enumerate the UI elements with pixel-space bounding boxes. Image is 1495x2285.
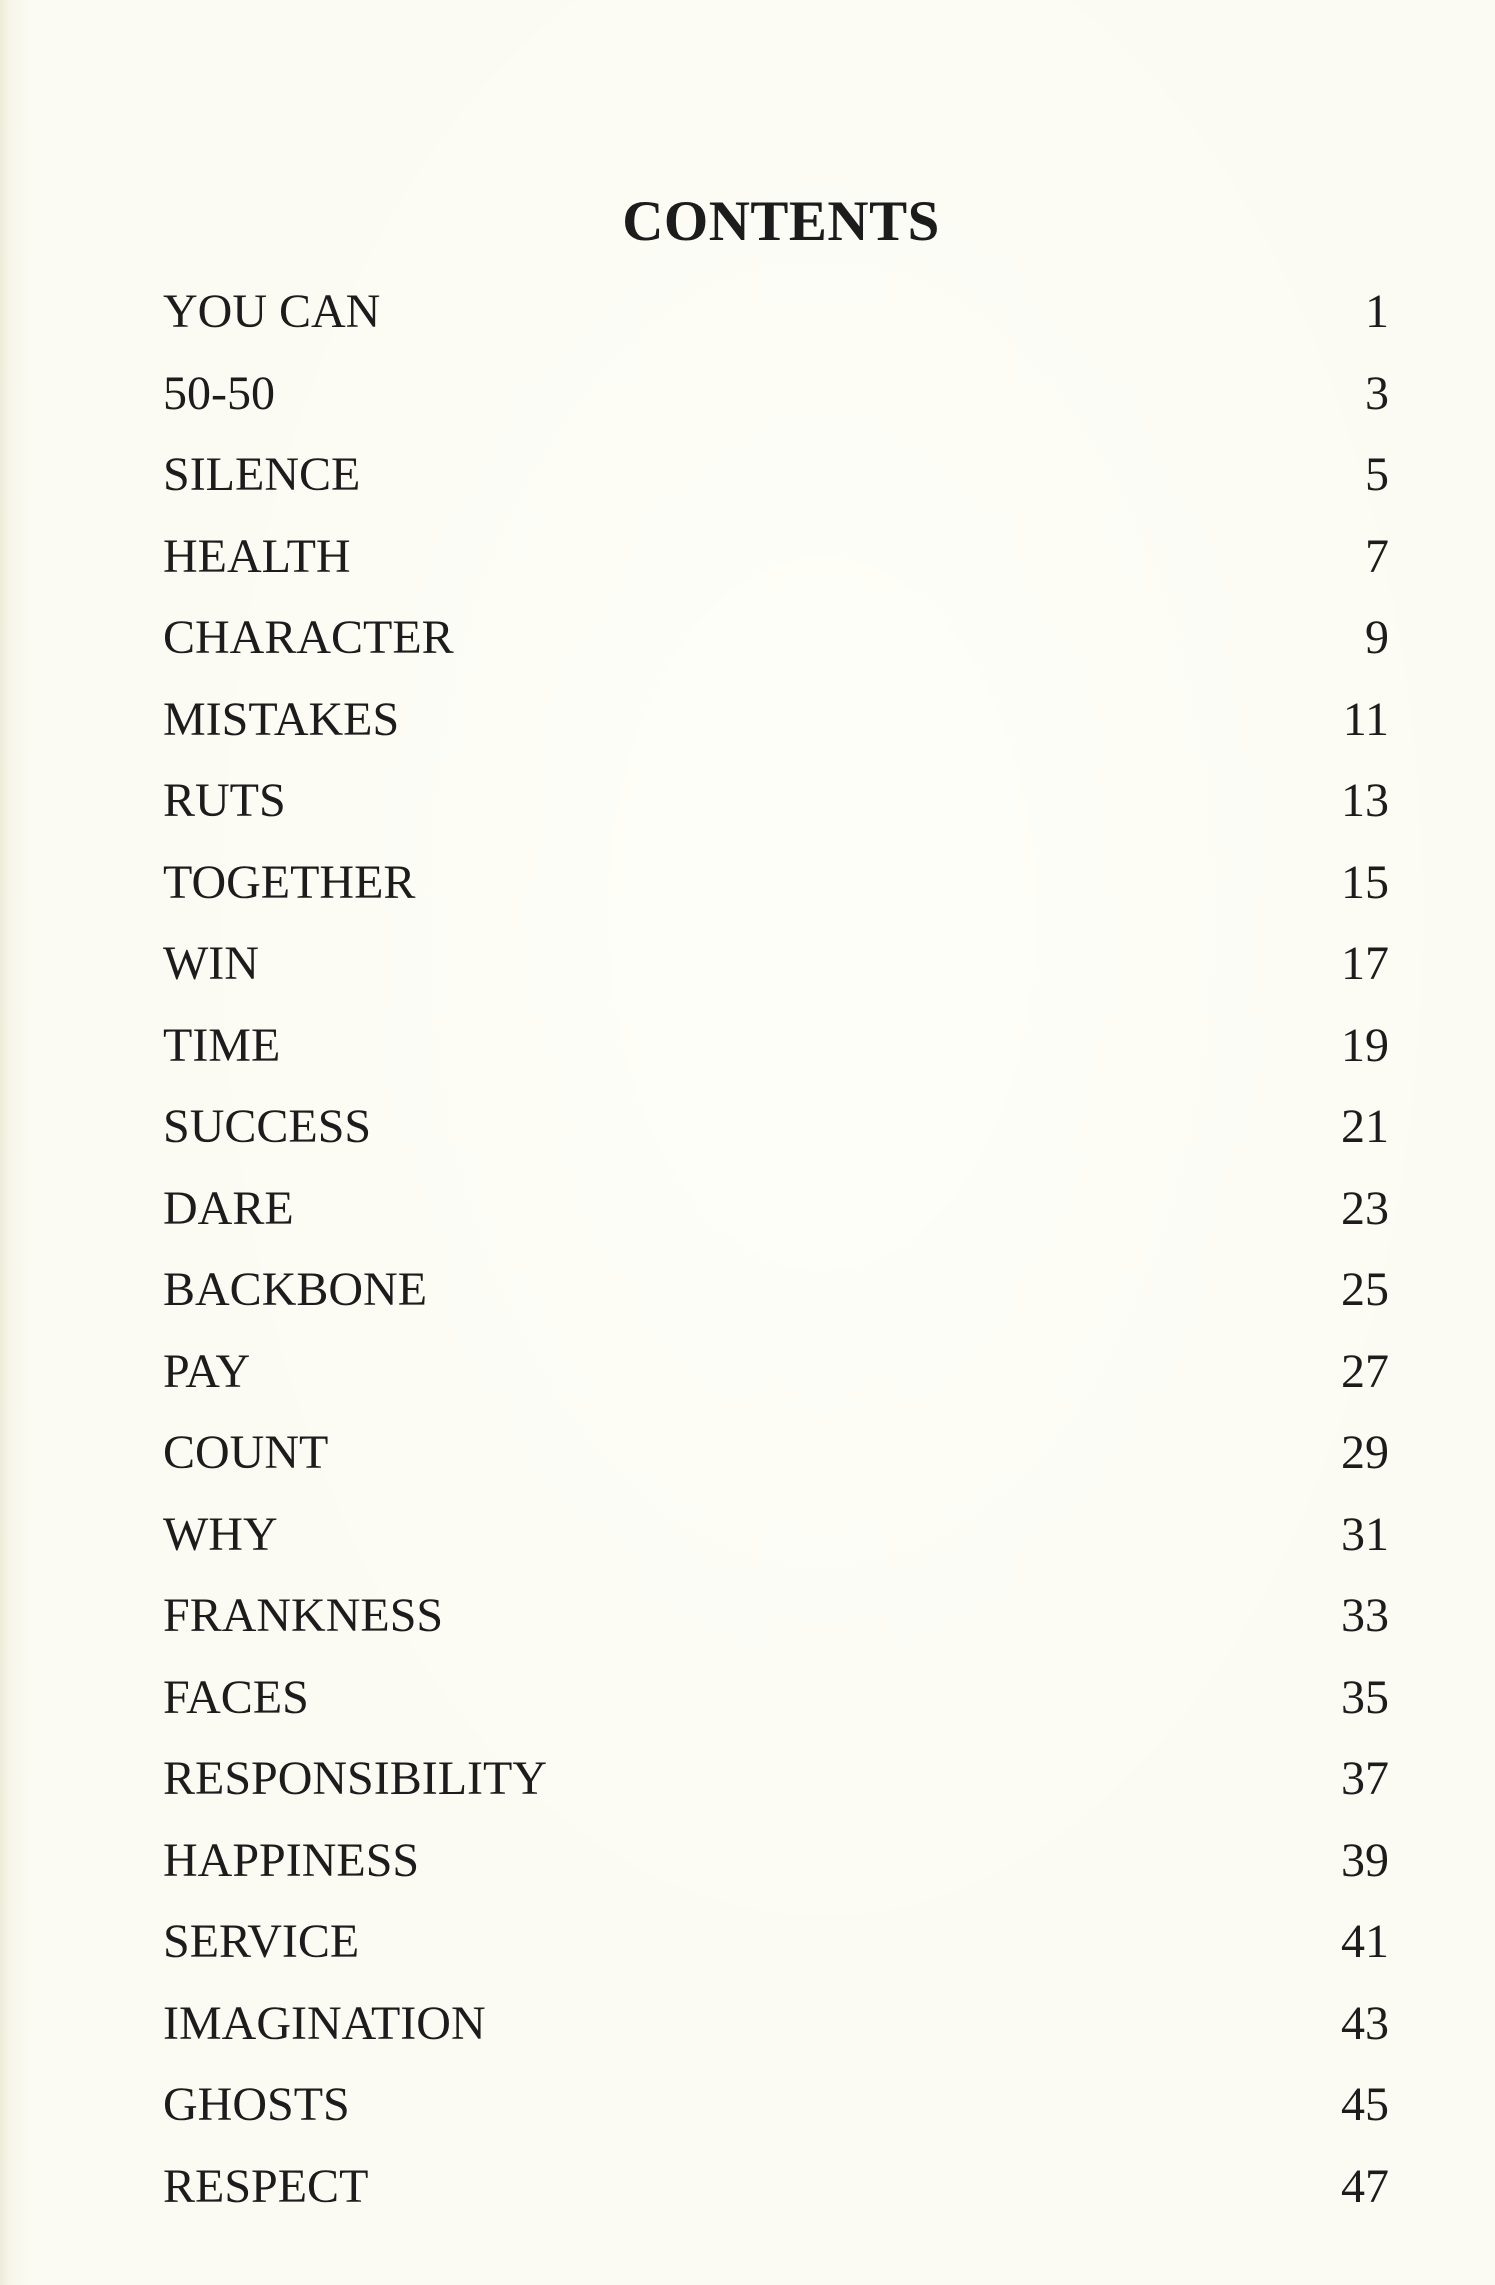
toc-entry-page-number: 45 bbox=[1341, 2078, 1389, 2131]
toc-entry-page-number: 7 bbox=[1365, 529, 1389, 583]
toc-entry bbox=[163, 525, 1389, 607]
toc-entry-page-number: 43 bbox=[1341, 1996, 1389, 2050]
toc-entry-page-number: 17 bbox=[1341, 937, 1389, 990]
toc-entry-title: BACKBONE bbox=[163, 1263, 428, 1316]
toc-entry-page-number: 33 bbox=[1341, 1589, 1389, 1642]
toc-entry-page-number: 31 bbox=[1341, 1507, 1389, 1561]
toc-entry bbox=[163, 1340, 1389, 1422]
toc-entry bbox=[163, 1258, 1389, 1340]
toc-entry-title: FRANKNESS bbox=[163, 1589, 444, 1642]
toc-entry-page-number: 37 bbox=[1341, 1752, 1389, 1805]
toc-entry-page-number: 21 bbox=[1341, 1100, 1389, 1153]
toc-entry bbox=[163, 1910, 1389, 1992]
toc-entry-page-number: 5 bbox=[1365, 448, 1389, 501]
toc-entry-title: RESPECT bbox=[163, 2159, 369, 2213]
toc-entry-title: SUCCESS bbox=[163, 1100, 372, 1153]
toc-entry bbox=[163, 1503, 1389, 1585]
toc-entry-page-number: 29 bbox=[1341, 1426, 1389, 1479]
toc-entry bbox=[163, 932, 1389, 1014]
toc-entry-page-number: 19 bbox=[1341, 1018, 1389, 1072]
toc-entry-page-number: 39 bbox=[1341, 1833, 1389, 1887]
toc-entry-page-number: 27 bbox=[1341, 1344, 1389, 1398]
toc-entry bbox=[163, 851, 1389, 933]
toc-entry-title: RUTS bbox=[163, 774, 286, 827]
toc-entry-page-number: 9 bbox=[1365, 611, 1389, 664]
toc-entry-title: HAPPINESS bbox=[163, 1833, 420, 1887]
toc-entry bbox=[163, 2073, 1389, 2155]
toc-entry bbox=[163, 2155, 1389, 2237]
toc-entry-title: CHARACTER bbox=[163, 611, 454, 664]
toc-entry-page-number: 35 bbox=[1341, 1670, 1389, 1724]
toc-entry bbox=[163, 1014, 1389, 1096]
toc-entry-page-number: 11 bbox=[1342, 692, 1389, 746]
toc-entry-page-number: 25 bbox=[1341, 1263, 1389, 1316]
toc-entry-title: WIN bbox=[163, 937, 259, 990]
toc-entry bbox=[163, 1666, 1389, 1748]
toc-entry bbox=[163, 280, 1389, 362]
toc-entry-title: GHOSTS bbox=[163, 2078, 350, 2131]
toc-entry-page-number: 15 bbox=[1341, 855, 1389, 909]
toc-entry-title: RESPONSIBILITY bbox=[163, 1752, 548, 1805]
toc-entry bbox=[163, 606, 1389, 688]
toc-entry-page-number: 3 bbox=[1365, 366, 1389, 420]
toc-entry-page-number: 47 bbox=[1341, 2159, 1389, 2213]
toc-entry bbox=[163, 1992, 1389, 2074]
toc-entry-title: WHY bbox=[163, 1507, 278, 1561]
toc-entry bbox=[163, 1584, 1389, 1666]
page-title: CONTENTS bbox=[622, 190, 940, 253]
table-of-contents bbox=[163, 280, 1389, 2236]
toc-entry-title: 50-50 bbox=[163, 366, 275, 420]
toc-entry-title: DARE bbox=[163, 1181, 294, 1235]
toc-entry bbox=[163, 362, 1389, 444]
toc-entry-title: IMAGINATION bbox=[163, 1996, 486, 2050]
toc-entry-page-number: 41 bbox=[1341, 1915, 1389, 1968]
toc-entry bbox=[163, 1177, 1389, 1259]
toc-entry-title: SILENCE bbox=[163, 448, 361, 501]
toc-entry bbox=[163, 688, 1389, 770]
toc-entry-title: TOGETHER bbox=[163, 855, 416, 909]
toc-entry bbox=[163, 443, 1389, 525]
toc-entry bbox=[163, 1829, 1389, 1911]
toc-entry-title: FACES bbox=[163, 1670, 309, 1724]
toc-entry-title: HEALTH bbox=[163, 529, 351, 583]
toc-entry-title: SERVICE bbox=[163, 1915, 360, 1968]
toc-entry-title: COUNT bbox=[163, 1426, 329, 1479]
toc-entry bbox=[163, 1095, 1389, 1177]
toc-entry-title: PAY bbox=[163, 1344, 251, 1398]
toc-entry-title: YOU CAN bbox=[163, 285, 381, 338]
toc-entry-page-number: 1 bbox=[1365, 285, 1389, 338]
toc-entry-title: MISTAKES bbox=[163, 692, 400, 746]
toc-entry-page-number: 23 bbox=[1341, 1181, 1389, 1235]
toc-entry-page-number: 13 bbox=[1341, 774, 1389, 827]
toc-entry bbox=[163, 769, 1389, 851]
toc-entry bbox=[163, 1747, 1389, 1829]
toc-entry bbox=[163, 1421, 1389, 1503]
toc-entry-title: TIME bbox=[163, 1018, 281, 1072]
